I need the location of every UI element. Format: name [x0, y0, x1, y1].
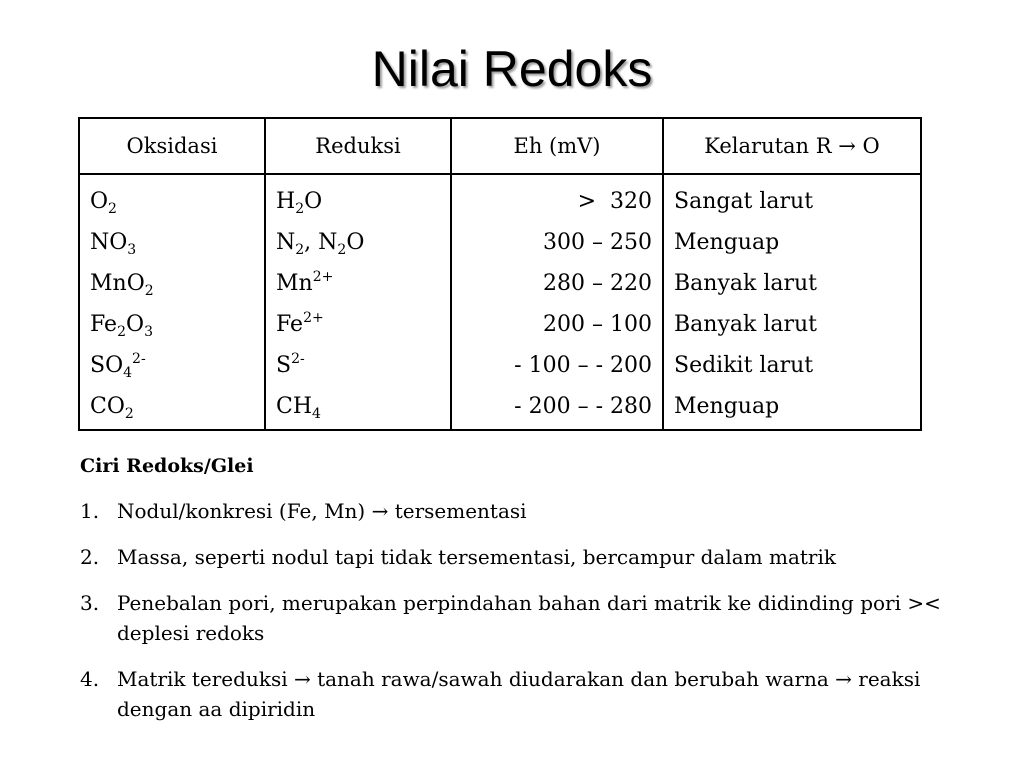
kelarutan-column	[663, 174, 921, 430]
eh-column	[451, 174, 663, 430]
reduksi-cell: $N_2$, $N_2O$	[276, 230, 365, 258]
slide-title: Nilai Redoks	[371, 41, 653, 97]
note-item	[80, 542, 950, 572]
kelarutan-cell: Sedikit larut	[674, 353, 814, 378]
oksidasi-cell: $O_2$	[90, 189, 117, 217]
redox-table	[78, 117, 922, 431]
eh-cell: - 100 – - 200	[514, 353, 652, 378]
kelarutan-cell: Banyak larut	[674, 271, 817, 296]
oksidasi-cell: $SO_4^{2-}$	[90, 351, 146, 381]
kelarutan-cell: Banyak larut	[674, 312, 817, 337]
oksidasi-column	[79, 174, 265, 430]
kelarutan-cell: Sangat larut	[674, 189, 814, 214]
header-eh: Eh (mV)	[451, 118, 663, 174]
kelarutan-cell: Menguap	[674, 394, 780, 419]
note-number: 3.	[80, 591, 100, 615]
eh-cell: - 200 – - 280	[514, 394, 652, 419]
eh-cell: 300 – 250	[543, 230, 652, 255]
reduksi-cell: $Mn^{2+}$	[276, 269, 334, 296]
eh-cell: 280 – 220	[543, 271, 652, 296]
reduksi-column	[265, 174, 451, 430]
oksidasi-cell: $Fe_2O_3$	[90, 312, 153, 340]
note-text: Nodul/konkresi (Fe, Mn) → tersementasi	[117, 499, 527, 523]
reduksi-cell: $Fe^{2+}$	[276, 310, 324, 337]
header-oksidasi: Oksidasi	[79, 118, 265, 174]
note-item	[80, 496, 950, 526]
reduksi-cell: $CH_4$	[276, 394, 321, 422]
table-body-row	[79, 174, 921, 430]
eh-cell: 200 – 100	[543, 312, 652, 337]
oksidasi-cell: $CO_2$	[90, 394, 134, 422]
note-text: Penebalan pori, merupakan perpindahan bahan dari matrik ke didinding pori >< deplesi redoks	[117, 591, 941, 645]
reduksi-cell: $H_2O$	[276, 189, 323, 217]
note-text: Matrik tereduksi → tanah rawa/sawah diudarakan dan berubah warna → reaksi dengan aa dipiridin	[117, 667, 921, 721]
note-number: 1.	[80, 499, 100, 523]
header-kelarutan: Kelarutan R → O	[663, 118, 921, 174]
notes-heading: Ciri Redoks/Glei	[80, 455, 254, 477]
reduksi-cell: $S^{2-}$	[276, 351, 305, 378]
oksidasi-cell: MnO$_2$	[90, 271, 154, 299]
note-text: Massa, seperti nodul tapi tidak tersementasi, bercampur dalam matrik	[117, 545, 836, 569]
notes-section	[80, 452, 950, 724]
eh-cell: > 320	[577, 189, 652, 214]
note-number: 4.	[80, 667, 100, 691]
table-header-row	[79, 118, 921, 174]
kelarutan-cell: Menguap	[674, 230, 780, 255]
note-item	[80, 588, 950, 648]
note-item	[80, 664, 950, 724]
note-number: 2.	[80, 545, 100, 569]
oksidasi-cell: $NO_3$	[90, 230, 137, 258]
header-reduksi: Reduksi	[265, 118, 451, 174]
